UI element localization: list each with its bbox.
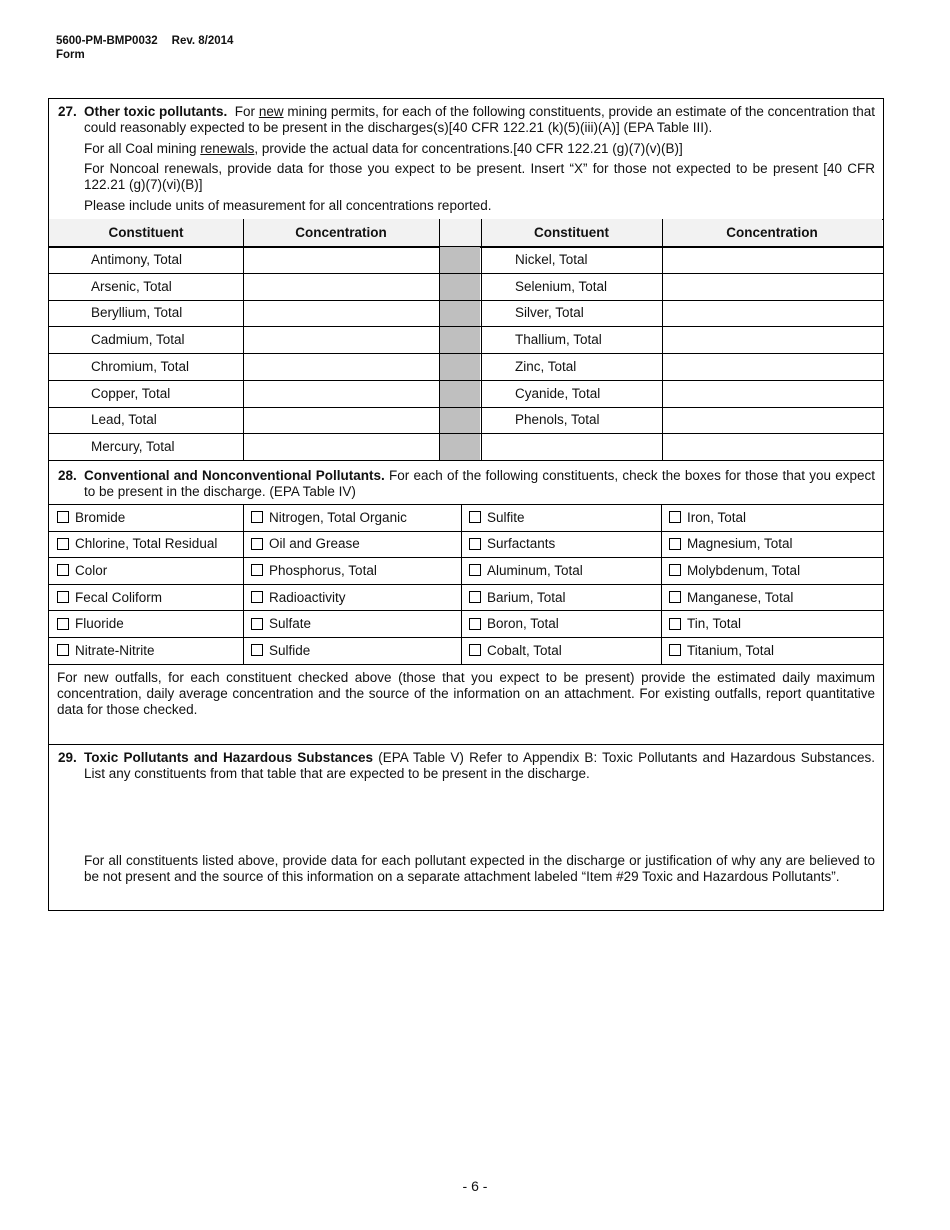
header-concentration-right: Concentration bbox=[726, 225, 818, 240]
check-item-3-4[interactable] bbox=[669, 610, 741, 637]
check-label: Nitrate-Nitrite bbox=[75, 642, 155, 658]
constituent-right-0: Nickel, Total bbox=[515, 251, 588, 267]
concentration-input-right-3[interactable] bbox=[663, 328, 881, 351]
header-concentration-left: Concentration bbox=[295, 225, 387, 240]
concentration-input-right-5[interactable] bbox=[663, 382, 881, 405]
concentration-input-right-0[interactable] bbox=[663, 248, 881, 271]
item27-line3: For Noncoal renewals, provide data for those you expect to be present. Insert “X” for those not expected to be present [40 CFR 122.21 (g)(7)(vi)(B)] bbox=[84, 161, 875, 192]
check-label: Phosphorus, Total bbox=[269, 562, 377, 578]
concentration-input-left-7[interactable] bbox=[244, 435, 438, 458]
concentration-input-left-0[interactable] bbox=[244, 248, 438, 271]
item29-text bbox=[84, 750, 875, 782]
concentration-input-right-7[interactable] bbox=[663, 435, 881, 458]
check-item-1-3[interactable] bbox=[251, 584, 346, 611]
concentration-input-right-2[interactable] bbox=[663, 302, 881, 325]
check-item-2-0[interactable] bbox=[469, 504, 525, 531]
constituent-right-6: Phenols, Total bbox=[515, 412, 600, 428]
check-label: Chlorine, Total Residual bbox=[75, 536, 218, 552]
check-label: Sulfate bbox=[269, 616, 312, 632]
item29-note: For all constituents listed above, provide data for each pollutant expected in the discharge or justification of why any are believed to be not present and the source of this information on a separate attachment labeled “Item #29 Toxic and Hazardous Pollutants”. bbox=[84, 853, 875, 884]
form-id: 5600-PM-BMP0032 bbox=[56, 35, 158, 47]
checkbox[interactable] bbox=[469, 591, 481, 603]
item28-title: Conventional and Nonconventional Pollutants. bbox=[84, 468, 385, 483]
check-item-3-1[interactable] bbox=[669, 531, 793, 558]
concentration-input-right-1[interactable] bbox=[663, 275, 881, 298]
checkbox[interactable] bbox=[469, 564, 481, 576]
check-item-1-1[interactable] bbox=[251, 531, 360, 558]
item28-note: For new outfalls, for each constituent checked above (those that you expect to be present) provide the estimated daily maximum concentration, daily average concentration and the source of the information on an attachment. For existing outfalls, report quantitative data for those checked. bbox=[57, 670, 875, 717]
check-item-0-2[interactable] bbox=[57, 557, 107, 584]
concentration-input-right-6[interactable] bbox=[663, 409, 881, 432]
constituent-left-6: Lead, Total bbox=[91, 412, 157, 428]
checkbox[interactable] bbox=[469, 511, 481, 523]
item27-line1-a: For bbox=[234, 104, 259, 119]
check-item-3-0[interactable] bbox=[669, 504, 746, 531]
check-label: Molybdenum, Total bbox=[687, 562, 801, 578]
check-label: Cobalt, Total bbox=[487, 642, 562, 658]
checkbox[interactable] bbox=[669, 564, 681, 576]
check-label: Titanium, Total bbox=[687, 642, 775, 658]
checkbox[interactable] bbox=[57, 618, 69, 630]
check-label: Oil and Grease bbox=[269, 536, 360, 552]
check-label: Fecal Coliform bbox=[75, 589, 163, 605]
constituent-right-1: Selenium, Total bbox=[515, 278, 608, 294]
item29-desc: (EPA Table V) Refer to Appendix B: Toxic Pollutants and Hazardous Substances. List any constituents from that table that are expected to be present in the discharge. bbox=[84, 750, 876, 781]
checkbox[interactable] bbox=[57, 564, 69, 576]
checkbox[interactable] bbox=[669, 591, 681, 603]
checkbox[interactable] bbox=[669, 511, 681, 523]
check-item-1-0[interactable] bbox=[251, 504, 407, 531]
check-label: Tin, Total bbox=[687, 616, 742, 632]
check-label: Boron, Total bbox=[487, 616, 559, 632]
constituent-right-2: Silver, Total bbox=[515, 305, 584, 321]
item29-number: 29. bbox=[58, 750, 77, 765]
checkbox[interactable] bbox=[251, 618, 263, 630]
item27-line4: Please include units of measurement for all concentrations reported. bbox=[84, 198, 492, 213]
checkbox[interactable] bbox=[57, 591, 69, 603]
item29-title: Toxic Pollutants and Hazardous Substances bbox=[84, 750, 374, 765]
check-label: Color bbox=[75, 562, 108, 578]
check-item-3-5[interactable] bbox=[669, 637, 774, 664]
check-item-2-3[interactable] bbox=[469, 584, 566, 611]
constituent-left-1: Arsenic, Total bbox=[91, 278, 172, 294]
checkbox[interactable] bbox=[469, 644, 481, 656]
concentration-input-left-3[interactable] bbox=[244, 328, 438, 351]
check-item-3-3[interactable] bbox=[669, 584, 793, 611]
check-label: Bromide bbox=[75, 509, 126, 525]
checkbox[interactable] bbox=[251, 644, 263, 656]
item27-line1-new: new bbox=[258, 104, 284, 119]
concentration-input-left-5[interactable] bbox=[244, 382, 438, 405]
header-constituent-left: Constituent bbox=[108, 225, 184, 240]
check-item-0-5[interactable] bbox=[57, 637, 155, 664]
checkbox[interactable] bbox=[57, 644, 69, 656]
checkbox[interactable] bbox=[469, 618, 481, 630]
check-item-2-5[interactable] bbox=[469, 637, 562, 664]
check-item-1-2[interactable] bbox=[251, 557, 377, 584]
item27-number: 27. bbox=[58, 104, 77, 119]
check-item-0-1[interactable] bbox=[57, 531, 217, 558]
check-label: Iron, Total bbox=[687, 509, 747, 525]
check-label: Fluoride bbox=[75, 616, 124, 632]
check-label: Radioactivity bbox=[269, 589, 346, 605]
checkbox[interactable] bbox=[469, 538, 481, 550]
check-label: Aluminum, Total bbox=[487, 562, 583, 578]
checkbox[interactable] bbox=[57, 538, 69, 550]
checkbox[interactable] bbox=[669, 618, 681, 630]
item27-line2-a: For all Coal mining bbox=[84, 141, 201, 156]
concentration-input-left-4[interactable] bbox=[244, 355, 438, 378]
constituent-right-5: Cyanide, Total bbox=[515, 385, 601, 401]
item27-line2 bbox=[84, 141, 875, 157]
checkbox[interactable] bbox=[669, 644, 681, 656]
form-label: Form bbox=[56, 49, 85, 61]
check-label: Magnesium, Total bbox=[687, 536, 793, 552]
check-item-0-3[interactable] bbox=[57, 584, 162, 611]
check-label: Sulfide bbox=[269, 642, 311, 658]
checkbox[interactable] bbox=[669, 538, 681, 550]
item28-text bbox=[84, 468, 875, 500]
constituent-left-3: Cadmium, Total bbox=[91, 332, 185, 348]
form-frame bbox=[48, 98, 884, 911]
check-label: Barium, Total bbox=[487, 589, 566, 605]
checkbox[interactable] bbox=[251, 591, 263, 603]
constituent-left-2: Beryllium, Total bbox=[91, 305, 183, 321]
check-item-3-2[interactable] bbox=[669, 557, 800, 584]
check-item-2-4[interactable] bbox=[469, 610, 559, 637]
concentration-input-right-4[interactable] bbox=[663, 355, 881, 378]
item27-line1-b: mining permits, for each of the following constituents, provide an estimate of the concentration that could reasonably expected to be present in the discharges(s)[40 CFR 122.21 (k)(5)(iii)(A)] (EPA Table III). bbox=[84, 104, 875, 135]
constituent-left-0: Antimony, Total bbox=[91, 251, 183, 267]
checkbox[interactable] bbox=[251, 564, 263, 576]
check-item-2-2[interactable] bbox=[469, 557, 583, 584]
check-item-0-4[interactable] bbox=[57, 610, 124, 637]
concentration-input-left-6[interactable] bbox=[244, 409, 438, 432]
item28-number: 28. bbox=[58, 468, 77, 483]
form-header bbox=[56, 34, 233, 62]
check-item-2-1[interactable] bbox=[469, 531, 555, 558]
constituent-left-5: Copper, Total bbox=[91, 385, 171, 401]
check-label: Manganese, Total bbox=[687, 589, 794, 605]
header-constituent-right: Constituent bbox=[534, 225, 609, 240]
constituent-right-4: Zinc, Total bbox=[515, 358, 577, 374]
check-label: Nitrogen, Total Organic bbox=[269, 509, 407, 525]
item27-title: Other toxic pollutants. bbox=[84, 104, 228, 119]
check-label: Surfactants bbox=[487, 536, 556, 552]
check-label: Sulfite bbox=[487, 509, 525, 525]
checkbox[interactable] bbox=[57, 511, 69, 523]
concentration-input-left-2[interactable] bbox=[244, 302, 438, 325]
page-number: - 6 - bbox=[462, 1178, 488, 1194]
check-item-1-5[interactable] bbox=[251, 637, 310, 664]
item28-desc: For each of the following constituents, check the boxes for those that you expect to be present in the discharge. (EPA Table IV) bbox=[84, 468, 876, 499]
item27-line2-renewals: renewals bbox=[200, 141, 255, 156]
constituent-left-7: Mercury, Total bbox=[91, 439, 175, 455]
checkbox[interactable] bbox=[251, 538, 263, 550]
item27-line2-b: , provide the actual data for concentrations.[40 CFR 122.21 (g)(7)(v)(B)] bbox=[254, 141, 683, 156]
form-revision: Rev. 8/2014 bbox=[171, 35, 234, 47]
item27-line1 bbox=[84, 104, 875, 136]
constituent-left-4: Chromium, Total bbox=[91, 358, 190, 374]
check-item-1-4[interactable] bbox=[251, 610, 311, 637]
check-item-0-0[interactable] bbox=[57, 504, 125, 531]
constituent-right-3: Thallium, Total bbox=[515, 332, 602, 348]
concentration-input-left-1[interactable] bbox=[244, 275, 438, 298]
checkbox[interactable] bbox=[251, 511, 263, 523]
